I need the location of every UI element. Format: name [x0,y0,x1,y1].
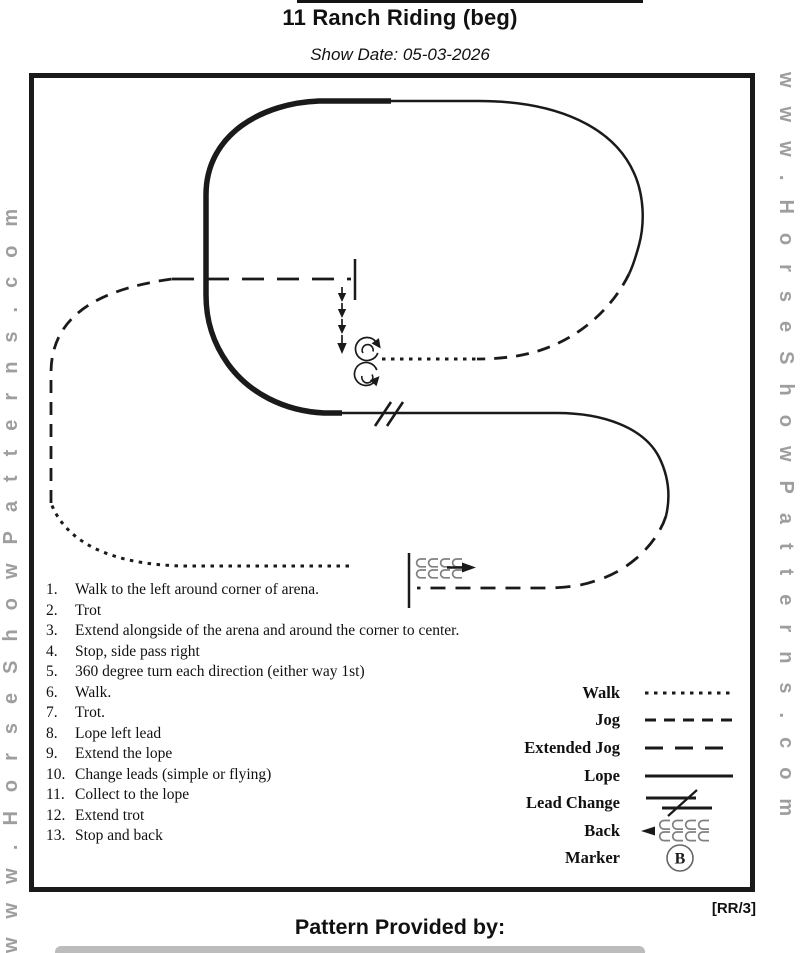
instruction-text: Change leads (simple or flying) [75,765,272,783]
instruction-number: 13. [46,827,66,844]
footer-label: Pattern Provided by: [294,915,506,939]
instruction-item [46,724,486,745]
instruction-item [46,826,486,847]
legend-label: Walk [582,682,620,702]
instruction-text: 360 degree turn each direction (either way 1st) [75,663,365,680]
page-title: 11 Ranch Riding (beg) [282,5,518,30]
marker-symbol [640,843,740,873]
back-symbol-legend [640,818,740,844]
instruction-list [46,580,486,847]
instruction-number: 2. [46,601,58,619]
instruction-text: Lope left lead [75,724,162,742]
jog-line-symbol [640,706,740,734]
lope-middle-path [342,413,668,516]
instruction-number: 4. [46,642,58,660]
legend-label: Marker [565,848,620,868]
down-arrows [337,287,346,354]
instruction-number: 6. [46,683,58,701]
marker-letter: B [674,850,686,868]
instruction-item [46,765,486,786]
instruction-number: 5. [46,663,58,680]
spin-symbol-clockwise [355,337,384,360]
instruction-number: 12. [46,806,66,824]
lope-thin-top-right-path [391,101,643,274]
lope-bold-path [206,101,391,413]
legend-label: Back [584,820,620,840]
watermark-left: www.HorseShowPatterns.com [0,189,22,953]
instruction-text: Walk. [75,683,112,701]
jog-left-loop-path [51,279,172,503]
instruction-item [46,785,486,806]
lead-change-symbol [640,789,740,817]
instruction-item [46,703,486,724]
legend-row-marker [470,845,745,873]
jog-top-loop-path [477,274,629,359]
instruction-number: 8. [46,724,58,742]
show-date: Show Date: 05-03-2026 [310,45,490,64]
instruction-text: Stop, side pass right [75,642,200,660]
instruction-item [46,642,486,663]
instruction-number: 3. [46,622,58,639]
back-direction-arrow [447,563,476,573]
extended-jog-line-symbol [640,734,740,762]
walk-bottom-dotted-path [51,503,349,566]
instruction-number: 11. [46,786,65,803]
top-edge-bar [297,0,643,3]
instruction-text: Extend trot [75,806,145,824]
spin-symbol-counterclockwise [354,362,382,386]
watermark-right: www.HorseShowPatterns.com [775,72,797,836]
legend-row-lead-change [470,789,745,817]
instruction-text: Walk to the left around corner of arena. [75,581,320,598]
legend [470,679,745,872]
instruction-text: Trot [75,601,102,619]
instruction-text: Trot. [75,704,106,721]
instruction-item [46,601,486,622]
legend-row-back [470,817,745,845]
instruction-text: Extend alongside of the arena and around the corner to center. [75,622,460,639]
pattern-code: [RR/3] [711,900,756,917]
legend-label: Lead Change [526,793,620,813]
legend-row-walk [470,679,745,707]
instruction-text: Collect to the lope [75,786,190,803]
instruction-number: 7. [46,704,58,721]
walk-line-symbol [640,679,740,707]
instruction-number: 10. [46,765,66,783]
instruction-number: 9. [46,745,58,762]
instruction-item [46,662,486,683]
legend-row-jog [470,707,745,735]
legend-label: Extended Jog [524,737,620,757]
instruction-text: Extend the lope [75,745,173,762]
instruction-item [46,621,486,642]
instruction-item [46,744,486,765]
instruction-text: Stop and back [75,827,163,844]
instruction-number: 1. [46,581,58,598]
bottom-edge-bar [55,946,645,953]
legend-label: Jog [595,710,620,730]
instruction-item [46,580,486,601]
instruction-item [46,683,486,704]
legend-label: Lope [584,765,620,785]
legend-row-extended-jog [470,734,745,762]
legend-row-lope [470,762,745,790]
lope-line-symbol [640,762,740,790]
instruction-item [46,806,486,827]
